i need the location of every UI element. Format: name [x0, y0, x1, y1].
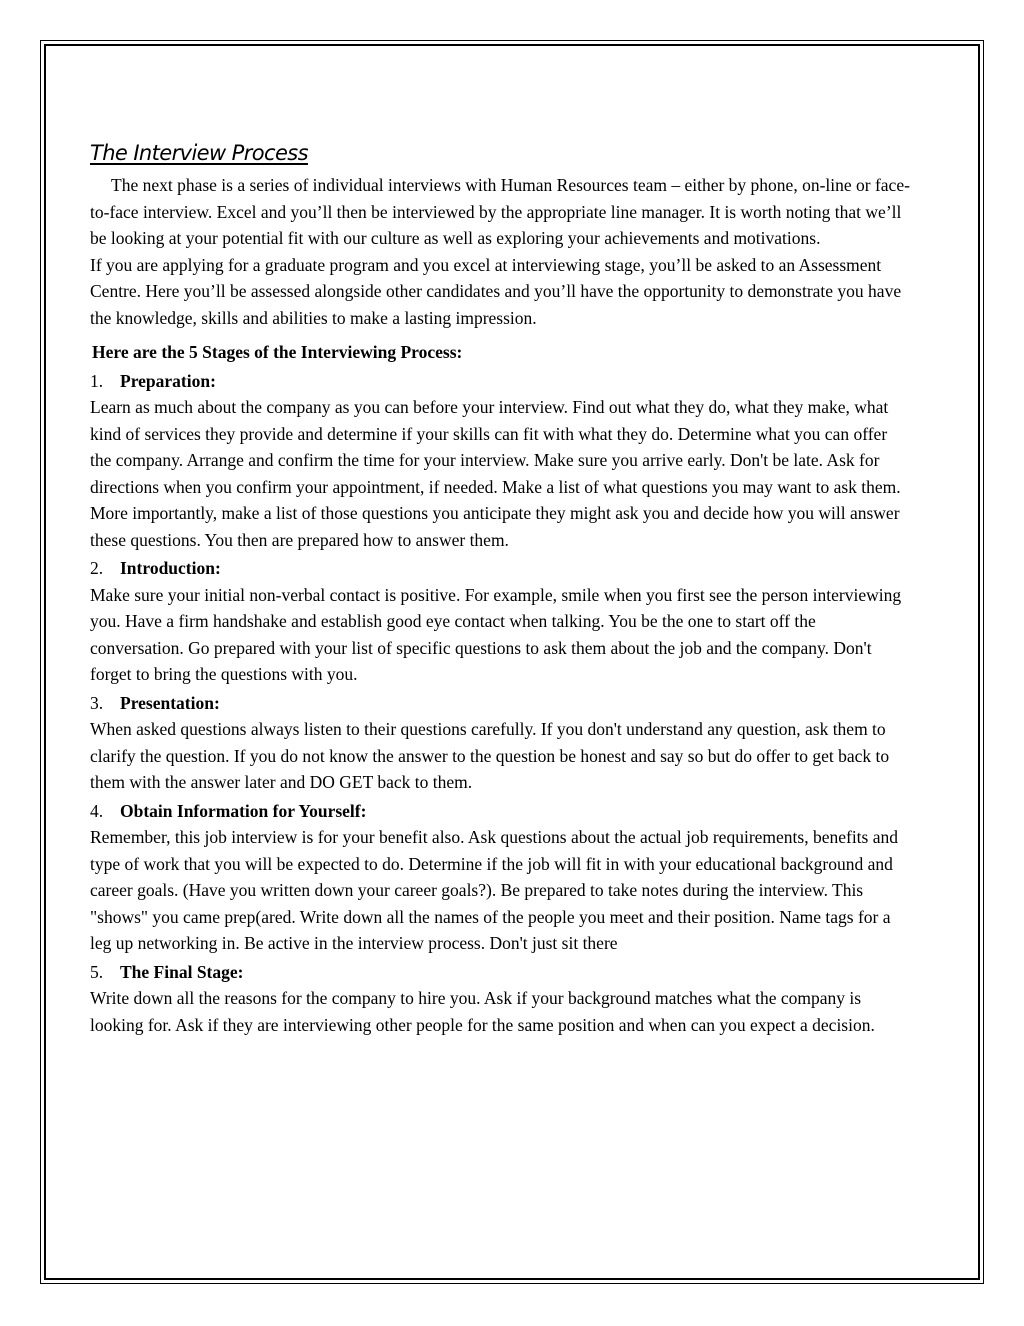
stage-number: 4.	[90, 800, 104, 821]
stage-body: When asked questions always listen to their questions carefully. If you don't understand any question, ask them to clarify the question. If you do not know the answer to the question be honest and say so but do offer to get back to them with the answer later and DO GET back to them.	[90, 719, 890, 792]
stage-heading	[90, 368, 912, 395]
stage-heading	[90, 959, 912, 986]
stage-body: Make sure your initial non-verbal contact is positive. For example, smile when you first see the person interviewing you. Have a firm handshake and establish good eye contact when talking. You be the one to start off the conversation. Go prepared with your list of specific questions to ask them about the job and the company. Don't forget to bring the questions with you.	[90, 584, 902, 684]
stage-title: Presentation:	[120, 692, 220, 713]
stage-number: 2.	[90, 558, 104, 578]
stage-item	[90, 798, 912, 957]
stage-number: 3.	[90, 692, 104, 713]
document-body	[90, 138, 912, 1038]
stage-item	[90, 959, 912, 1039]
page-title: The Interview Process	[90, 141, 308, 165]
stage-item	[90, 690, 912, 796]
stage-number: 1.	[90, 370, 104, 391]
stages-heading: Here are the 5 Stages of the Interviewing Process:	[92, 342, 463, 362]
stage-heading	[90, 690, 912, 717]
intro-paragraph: The next phase is a series of individual interviews with Human Resources team – either by phone, on-line or face-to-face interview. Excel and you’ll then be interviewed by the appropriate line manager. It is worth noting that we’ll be looking at your potential fit with our culture as well as exploring your achievements and motivations.	[90, 175, 910, 248]
stage-heading	[90, 555, 912, 582]
stage-title: Preparation:	[120, 370, 216, 391]
stage-number: 5.	[90, 961, 104, 982]
stage-item	[90, 555, 912, 688]
stage-title: Obtain Information for Yourself:	[120, 800, 367, 821]
stage-title: The Final Stage:	[120, 961, 244, 982]
stage-heading	[90, 798, 912, 825]
stage-body: Learn as much about the company as you can before your interview. Find out what they do, what they make, what kind of services they provide and determine if your skills can fit with what they do. Determine what you can offer the company. Arrange and confirm the time for your interview. Make sure you arrive early. Don't be late. Ask for directions when you confirm your appointment, if needed. Make a list of what questions you may want to ask them. More importantly, make a list of those questions you anticipate they might ask you and decide how you will answer these questions. You then are prepared how to answer them.	[90, 397, 901, 550]
stage-title: Introduction:	[120, 558, 221, 578]
intro-paragraph: If you are applying for a graduate program and you excel at interviewing stage, you’ll be asked to an Assessment Centre. Here you’ll be assessed alongside other candidates and you’ll have the opportunity to demonstrate you have the knowledge, skills and abilities to make a lasting impression.	[90, 254, 902, 328]
stage-item	[90, 368, 912, 554]
stage-body: Write down all the reasons for the company to hire you. Ask if your background matches what the company is looking for. Ask if they are interviewing other people for the same position and when can you expect a decision.	[90, 988, 875, 1035]
stage-body: Remember, this job interview is for your benefit also. Ask questions about the actual job requirements, benefits and type of work that you will be expected to do. Determine if the job will fit in with your educational background and career goals. (Have you written down your career goals?). Be prepared to take notes during the interview. This "shows" you came prep(ared. Write down all the names of the people you meet and their position. Name tags for a leg up networking in. Be active in the interview process. Don't just sit there	[90, 827, 898, 953]
